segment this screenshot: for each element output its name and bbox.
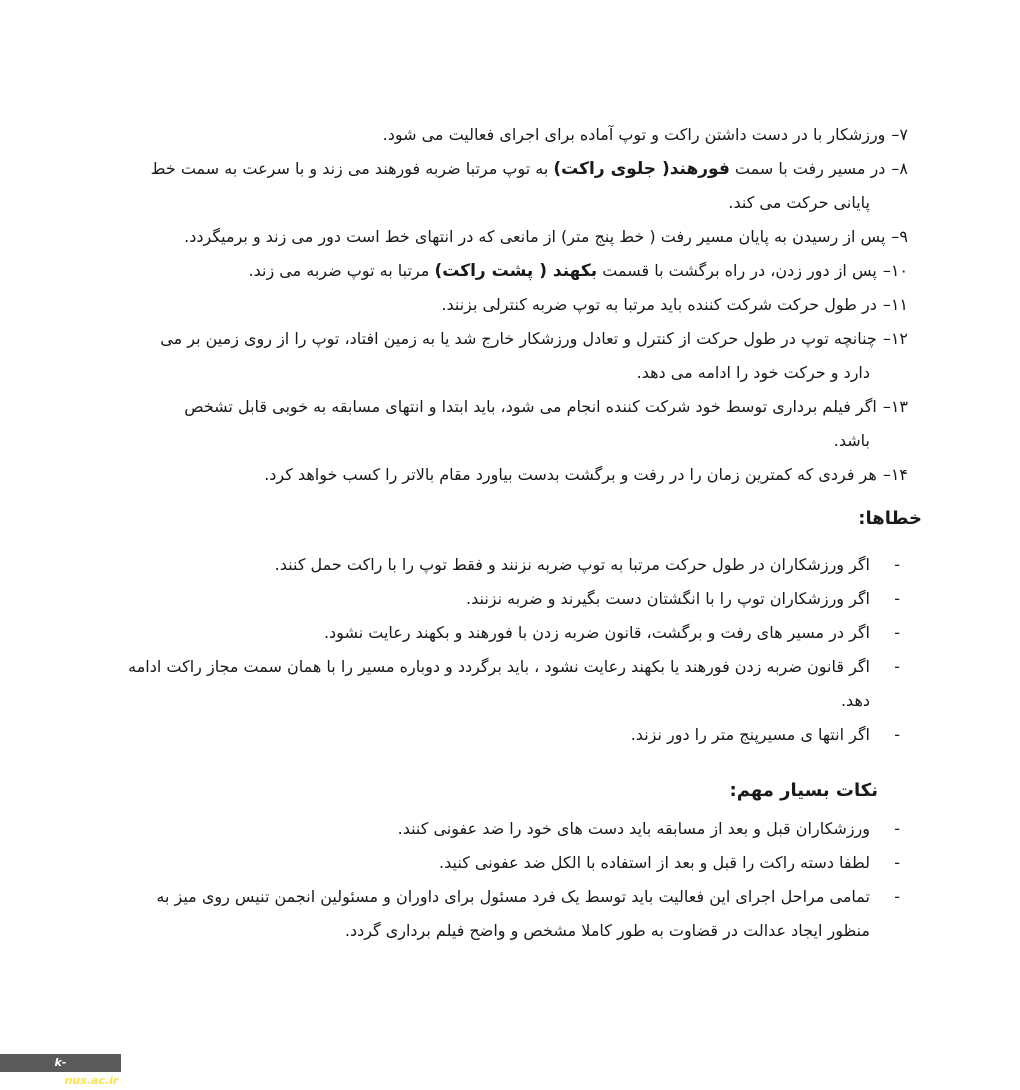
error-item: - اگر انتها ی مسیرپنج متر را دور نزند. [110,718,908,752]
notes-list [110,812,908,948]
step-9: ۹–پس از رسیدن به پایان مسیر رفت ( خط پنج متر) از مانعی که در انتهای خط است دور می زند و برمیگردد. [184,227,908,246]
backhand-term: بکهند ( پشت راکت) [434,261,598,281]
step-8: ۸–در مسیر رفت با سمت فورهند( جلوی راکت) به توپ مرتبا ضربه فورهند می زند و با سرعت به سمت خط [150,159,908,179]
step-12: ۱۲–چنانچه توپ در طول حرکت از کنترل و تعادل ورزشکار خارج شد یا به زمین افتاد، توپ را از روی زمین بر می [160,329,908,348]
step-7: ۷–ورزشکار با در دست داشتن راکت و توپ آماده برای اجرای فعالیت می شود. [382,125,908,144]
steps-list [110,118,908,492]
error-item: - اگر در مسیر های رفت و برگشت، قانون ضربه زدن با فورهند و بکهند رعایت نشود. [110,616,908,650]
step-11: ۱۱–در طول حرکت شرکت کننده باید مرتبا به توپ ضربه کنترلی بزنند. [441,295,908,314]
dash-bullet: - [894,887,900,906]
site-watermark: k-damghan.nus.ac.ir [0,1054,121,1072]
document-body [110,118,922,948]
dash-bullet: - [894,623,900,642]
dash-bullet: - [894,657,900,676]
step-13-continuation: باشد. [833,431,870,450]
step-10: ۱۰–پس از دور زدن، در راه برگشت با قسمت بکهند ( پشت راکت) مرتبا به توپ ضربه می زند. [248,261,908,281]
forehand-term: فورهند( جلوی راکت) [553,159,730,179]
errors-heading: خطاها: [858,508,922,529]
dash-bullet: - [894,555,900,574]
important-notes-heading: نکات بسیار مهم: [729,780,878,801]
dash-bullet: - [894,589,900,608]
dash-bullet: - [894,725,900,744]
note-item-final: - تمامی مراحل اجرای این فعالیت باید توسط یک فرد مسئول برای داوران و مسئولین انجمن تنیس روی میز به منظور ایجاد عدالت در قضاوت به طور کاملا مشخص و واضح فیلم برداری گردد. [110,880,908,948]
dash-bullet: - [894,853,900,872]
step-14: ۱۴–هر فردی که کمترین زمان را در رفت و برگشت بدست بیاورد مقام بالاتر را کسب خواهد کرد. [264,465,908,484]
note-item: - ورزشکاران قبل و بعد از مسابقه باید دست های خود را ضد عفونی کنند. [110,812,908,846]
error-item: - اگر ورزشکاران توپ را با انگشتان دست بگیرند و ضربه نزنند. [110,582,908,616]
step-13: ۱۳–اگر فیلم برداری توسط خود شرکت کننده انجام می شود، باید ابتدا و انتهای مسابقه به خوبی قابل تشخص [184,397,908,416]
note-item: - لطفا دسته راکت را قبل و بعد از استفاده با الکل ضد عفونی کنید. [110,846,908,880]
dash-bullet: - [894,819,900,838]
errors-list [110,548,908,752]
error-item: - اگر ورزشکاران در طول حرکت مرتبا به توپ ضربه نزنند و فقط توپ را با راکت حمل کنند. [110,548,908,582]
error-item: - اگر قانون ضربه زدن فورهند یا بکهند رعایت نشود ، باید برگردد و دوباره مسیر را با همان سمت مجاز راکت ادامه دهد. [110,650,908,718]
step-12-continuation: دارد و حرکت خود را ادامه می دهد. [636,363,870,382]
step-8-continuation: پایانی حرکت می کند. [728,193,870,212]
